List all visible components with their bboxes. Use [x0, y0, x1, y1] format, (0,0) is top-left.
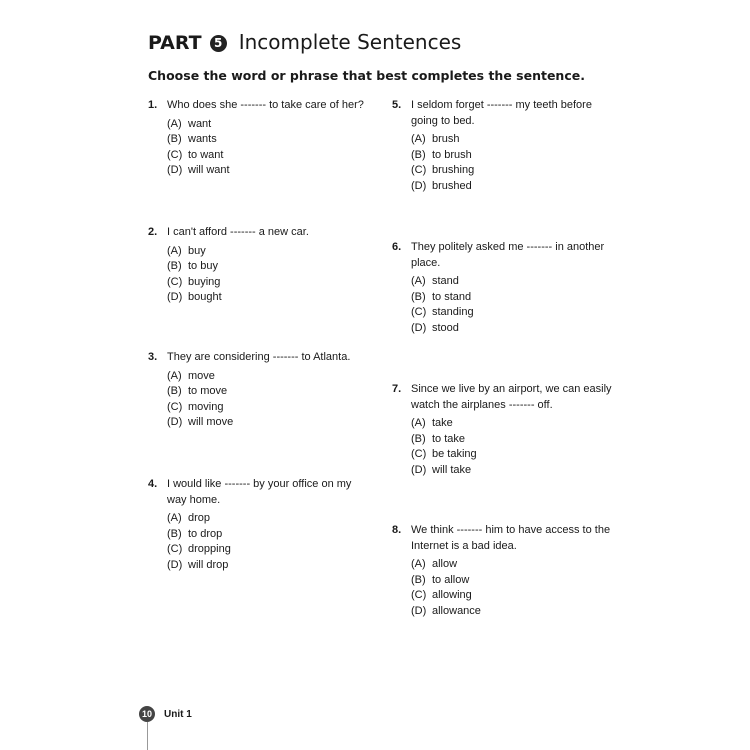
question-number: 8.: [392, 524, 402, 536]
option-letter: (B): [411, 148, 426, 161]
option-text: moving: [188, 400, 224, 413]
option-letter: (B): [411, 432, 426, 445]
answer-option: [167, 415, 368, 431]
option-text: to buy: [188, 260, 218, 272]
answer-options: [411, 557, 612, 619]
option-text: to move: [188, 385, 228, 397]
answer-option: [411, 148, 612, 164]
option-letter: (A): [167, 369, 182, 382]
answer-option: [411, 132, 612, 148]
question-number: 7.: [392, 383, 402, 395]
answer-option: [167, 132, 368, 148]
option-text: stood: [432, 321, 459, 334]
answer-option: [411, 290, 612, 306]
option-text: bought: [188, 291, 222, 303]
option-letter: (A): [167, 512, 182, 524]
option-text: to want: [188, 148, 224, 161]
part-label: PART: [148, 32, 202, 54]
option-text: drop: [188, 512, 211, 524]
option-letter: (A): [167, 117, 182, 130]
option-letter: (D): [167, 558, 183, 571]
unit-label: Unit 1: [164, 708, 192, 720]
option-letter: (D): [411, 604, 427, 617]
question-stem: I would like ------- by your office on my way home.: [167, 478, 352, 506]
question-5: [392, 98, 612, 194]
option-letter: (D): [167, 291, 183, 303]
answer-option: [167, 384, 368, 400]
option-letter: (C): [411, 306, 427, 318]
option-letter: (D): [411, 321, 427, 334]
option-text: allowing: [432, 589, 472, 601]
option-letter: (C): [167, 275, 183, 288]
option-text: will want: [188, 164, 230, 176]
answer-option: [411, 321, 612, 337]
answer-options: [167, 369, 368, 431]
answer-option: [167, 244, 368, 260]
answer-option: [411, 463, 612, 479]
answer-option: [411, 305, 612, 321]
option-text: to allow: [432, 573, 470, 586]
answer-option: [167, 527, 368, 543]
question-number: 2.: [148, 226, 158, 238]
answer-option: [411, 573, 612, 589]
option-letter: (C): [411, 589, 427, 601]
option-letter: (B): [167, 133, 182, 145]
question-stem: I can't afford ------- a new car.: [167, 226, 309, 238]
option-letter: (A): [411, 133, 426, 145]
page-footer: [139, 706, 192, 722]
answer-option: [167, 290, 368, 306]
answer-option: [411, 604, 612, 620]
answer-options: [411, 274, 612, 336]
answer-option: [167, 148, 368, 164]
answer-option: [167, 511, 368, 527]
option-letter: (A): [411, 417, 426, 429]
option-letter: (A): [411, 558, 426, 570]
question-1: [148, 98, 368, 179]
option-letter: (D): [411, 179, 427, 192]
option-letter: (A): [411, 275, 426, 287]
option-text: brushing: [432, 164, 475, 176]
option-text: take: [432, 417, 453, 429]
section-title: Incomplete Sentences: [238, 30, 462, 54]
answer-option: [167, 558, 368, 574]
option-letter: (C): [167, 543, 183, 555]
option-letter: (C): [167, 400, 183, 413]
option-text: to brush: [432, 148, 472, 161]
option-text: will take: [432, 463, 472, 476]
question-stem: We think ------- him to have access to the Internet is a bad idea.: [411, 524, 611, 552]
answer-option: [411, 557, 612, 573]
option-text: wants: [188, 133, 217, 145]
instructions: Choose the word or phrase that best completes the sentence.: [148, 68, 585, 83]
option-letter: (D): [167, 416, 183, 428]
answer-options: [167, 244, 368, 306]
option-text: brushed: [432, 179, 472, 192]
question-7: [392, 382, 612, 478]
answer-option: [167, 275, 368, 291]
option-text: dropping: [188, 543, 231, 555]
option-text: brush: [432, 133, 460, 145]
page-title: [148, 30, 461, 54]
answer-options: [411, 416, 612, 478]
option-text: buying: [188, 275, 221, 288]
option-text: move: [188, 369, 215, 382]
answer-option: [167, 117, 368, 133]
question-stem: They politely asked me ------- in another place.: [411, 241, 605, 269]
answer-option: [167, 400, 368, 416]
question-number: 5.: [392, 99, 402, 111]
option-text: to stand: [432, 290, 472, 303]
question-stem: I seldom forget ------- my teeth before going to bed.: [411, 99, 592, 127]
option-text: to take: [432, 432, 466, 445]
option-letter: (B): [411, 290, 426, 303]
answer-options: [411, 132, 612, 194]
option-text: stand: [432, 275, 459, 287]
option-text: will drop: [188, 558, 229, 571]
question-number: 1.: [148, 99, 158, 111]
answer-options: [167, 511, 368, 573]
answer-option: [411, 588, 612, 604]
option-letter: (B): [167, 260, 182, 272]
question-8: [392, 523, 612, 619]
option-text: be taking: [432, 448, 477, 460]
answer-option: [411, 274, 612, 290]
page-number-badge: 10: [139, 706, 155, 722]
question-stem: They are considering ------- to Atlanta.: [167, 351, 351, 363]
option-letter: (C): [167, 148, 183, 161]
option-text: to drop: [188, 527, 223, 540]
option-text: allow: [432, 558, 458, 570]
question-stem: Since we live by an airport, we can easily watch the airplanes ------- off.: [411, 383, 612, 411]
option-text: standing: [432, 306, 474, 318]
question-2: [148, 225, 368, 306]
answer-option: [411, 179, 612, 195]
option-text: allowance: [432, 604, 481, 617]
answer-option: [411, 447, 612, 463]
answer-option: [167, 259, 368, 275]
answer-option: [411, 432, 612, 448]
option-letter: (C): [411, 448, 427, 460]
question-stem: Who does she ------- to take care of her?: [167, 99, 364, 111]
option-letter: (A): [167, 244, 182, 257]
part-number-badge: 5: [210, 35, 227, 52]
question-number: 3.: [148, 351, 158, 363]
option-letter: (D): [167, 164, 183, 176]
question-6: [392, 240, 612, 336]
option-text: buy: [188, 244, 206, 257]
footer-divider: [147, 722, 148, 750]
answer-option: [167, 542, 368, 558]
option-letter: (B): [167, 527, 182, 540]
option-letter: (B): [411, 573, 426, 586]
question-4: [148, 477, 368, 573]
question-number: 4.: [148, 478, 158, 490]
answer-option: [411, 416, 612, 432]
option-letter: (B): [167, 385, 182, 397]
answer-options: [167, 117, 368, 179]
option-text: will move: [188, 416, 234, 428]
question-number: 6.: [392, 241, 402, 253]
option-text: want: [188, 117, 212, 130]
question-3: [148, 350, 368, 431]
option-letter: (D): [411, 463, 427, 476]
answer-option: [167, 369, 368, 385]
answer-option: [411, 163, 612, 179]
answer-option: [167, 163, 368, 179]
option-letter: (C): [411, 164, 427, 176]
